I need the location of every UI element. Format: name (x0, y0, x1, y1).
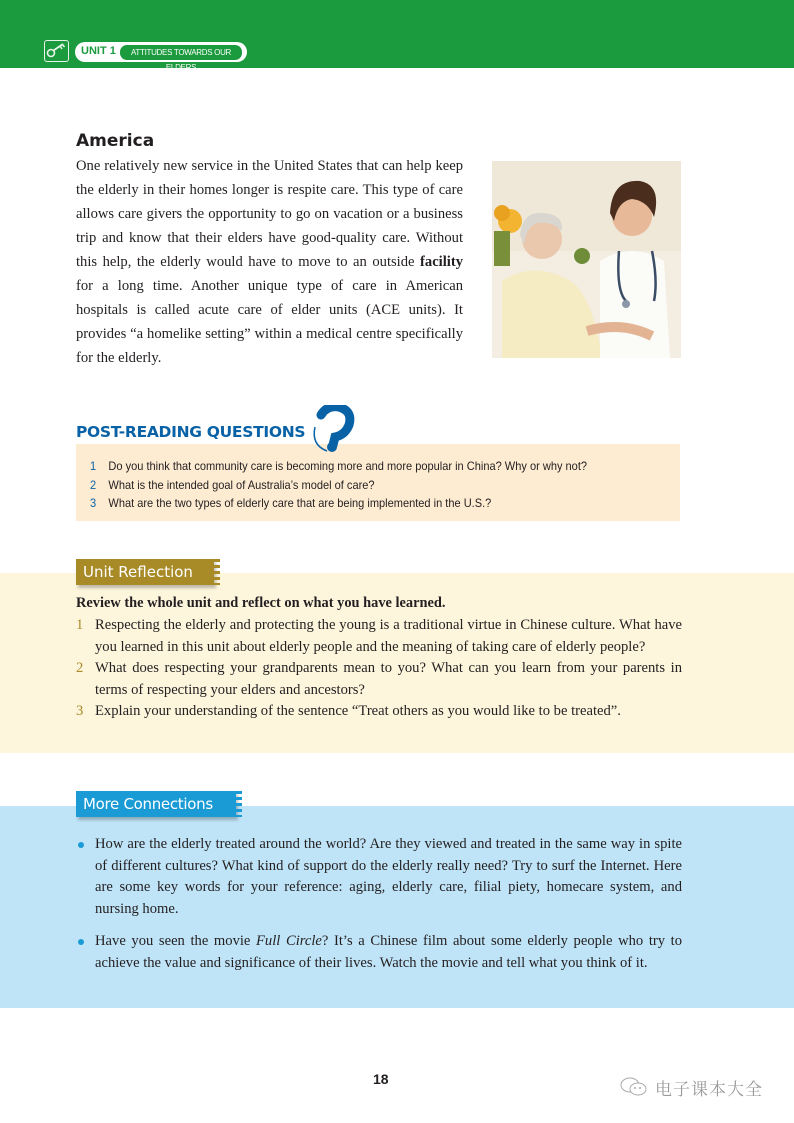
unit-title: ATTITUDES TOWARDS OUR ELDERS (120, 45, 242, 60)
bullet-icon (78, 842, 84, 848)
unit-label: UNIT 1 (81, 45, 116, 57)
question-number: 3 (90, 496, 97, 510)
page-number: 18 (373, 1071, 389, 1087)
more-connections-tag: More Connections (76, 791, 236, 817)
reflection-item (76, 615, 682, 658)
reflection-number: 1 (76, 617, 84, 633)
america-paragraph (76, 154, 463, 370)
paragraph-text: One relatively new service in the United States that can help keep the elderly in their homes longer is respite care. This type of care allows care givers the opportunity to go on vacation or a business trip and know that their elders have good-quality care. Without this help, the elderly would have to move to an outside (76, 158, 463, 270)
question-number: 1 (90, 459, 97, 473)
wechat-icon (618, 1075, 650, 1099)
reflection-text: Explain your understanding of the sentence “Treat others as you would like to be treated”. (95, 703, 621, 719)
reflection-item (76, 658, 682, 701)
post-reading-questions-title: POST-READING QUESTIONS (76, 423, 306, 441)
reflection-text: What does respecting your grandparents mean to you? What can you learn from your parents in terms of respecting your elders and ancestors? (95, 660, 682, 698)
movie-title: Full Circle (256, 933, 322, 949)
question-text: What is the intended goal of Australia’s model of care? (108, 477, 375, 492)
question-item (90, 494, 587, 513)
paragraph-text: for a long time. Another unique type of care in American hospitals is called acute care of elder units (ACE units). It provides “a homelike setting” within a medical centre specifically for the elderly. (76, 278, 463, 366)
unit-reflection-list (76, 615, 682, 723)
unit-reflection-heading: Review the whole unit and reflect on what you have learned. (76, 595, 446, 611)
unit-badge (75, 42, 247, 72)
question-item (90, 457, 587, 476)
section-heading-america: America (76, 131, 155, 151)
unit-header-bar (0, 0, 794, 72)
connection-item (76, 931, 682, 974)
key-icon (44, 40, 69, 62)
connection-item (76, 834, 682, 920)
unit-reflection-tag: Unit Reflection (76, 559, 214, 585)
watermark-text: 电子课本大全 (655, 1079, 763, 1100)
watermark (618, 1075, 763, 1099)
glossary-word: facility (420, 254, 463, 270)
bullet-icon (78, 939, 84, 945)
question-globe-icon (309, 405, 355, 453)
reflection-number: 2 (76, 660, 84, 676)
connection-text: Have you seen the movie (95, 933, 257, 949)
reflection-item (76, 701, 682, 723)
reflection-number: 3 (76, 703, 84, 719)
post-reading-questions-list (90, 457, 587, 513)
question-item (90, 476, 587, 495)
more-connections-list (76, 834, 682, 985)
question-number: 2 (90, 477, 97, 492)
connection-text: ? It’s a Chinese film about some elderly people who try to achieve the value and significance of their lives. Watch the movie and tell what you think of it. (95, 933, 682, 971)
reflection-text: Respecting the elderly and protecting the young is a traditional virtue in Chinese culture. What have you learned in this unit about elderly people and the meaning of taking care of elderly people? (95, 617, 682, 655)
connection-text: How are the elderly treated around the world? Are they viewed and treated in the same way in spite of different cultures? What kind of support do the elderly really need? Try to surf the Internet. Here are some key words for your reference: aging, elderly care, filial piety, homecare system, and nursing home. (95, 836, 682, 917)
question-text: What are the two types of elderly care that are being implemented in the U.S.? (108, 496, 492, 510)
question-text: Do you think that community care is becoming more and more popular in China? Why or why not? (108, 459, 588, 473)
elderly-woman-with-nurse-photo (492, 161, 681, 358)
